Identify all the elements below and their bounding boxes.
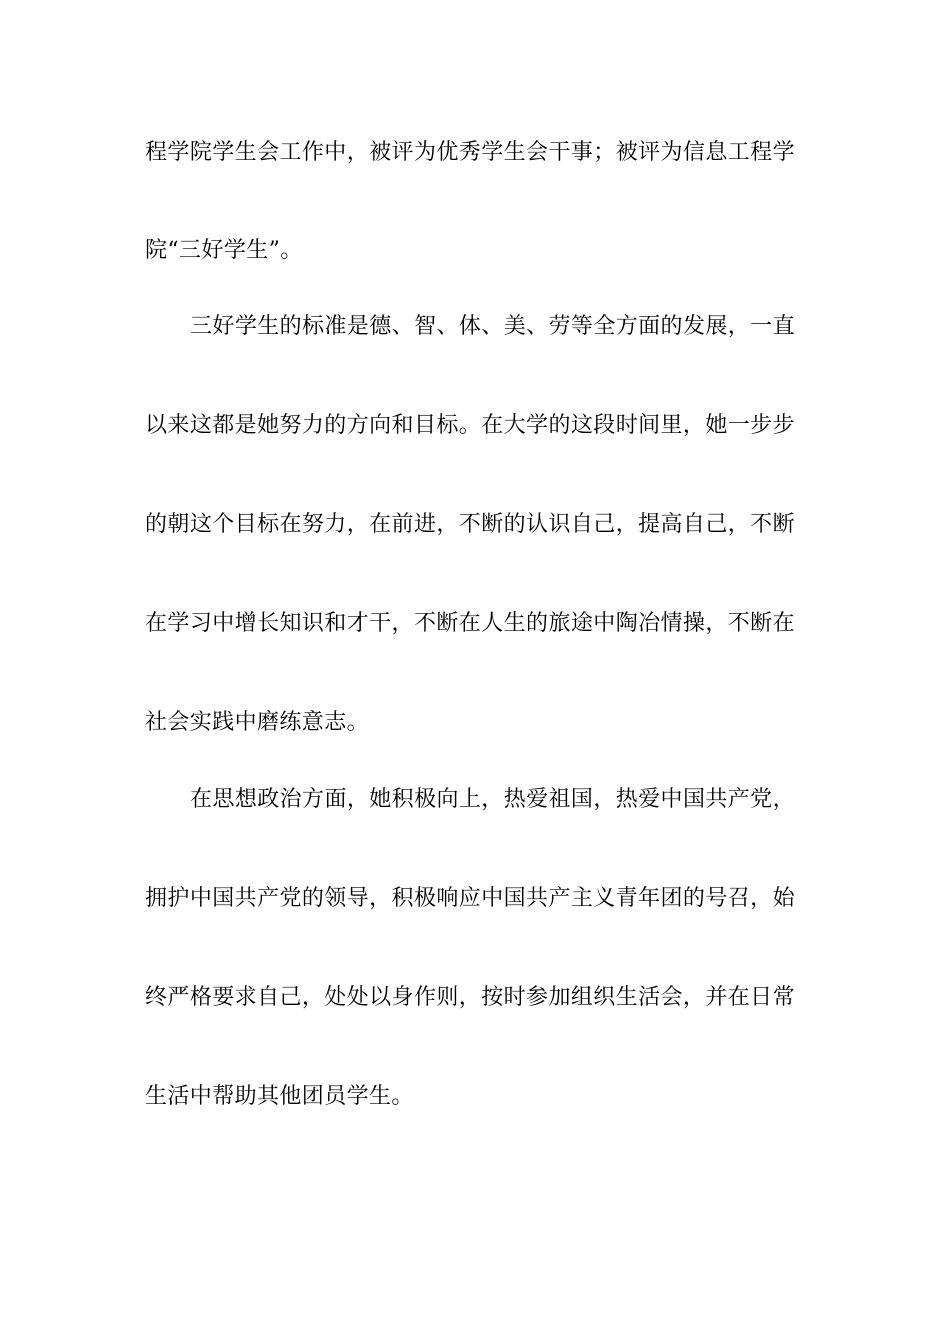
paragraph-2-line-4: 在学习中增长知识和才干，不断在人生的旅途中陶冶情操，不断在 [145,611,795,636]
paragraph-2-line-3: 的朝这个目标在努力，在前进，不断的认识自己，提高自己，不断 [145,512,795,537]
paragraph-3-line-3: 终严格要求自己，处处以身作则，按时参加组织生活会，并在日常 [145,985,795,1010]
paragraph-2-line-2: 以来这都是她努力的方向和目标。在大学的这段时间里，她一步步 [145,413,795,438]
paragraph-1-line-1: 程学院学生会工作中，被评为优秀学生会干事；被评为信息工程学 [145,140,795,165]
paragraph-3-line-2: 拥护中国共产党的领导，积极响应中国共产主义青年团的号召，始 [145,886,795,911]
paragraph-2-line-5: 社会实践中磨练意志。 [145,710,370,735]
paragraph-1-line-2: 院“三好学生”。 [145,238,303,263]
paragraph-3-line-1: 在思想政治方面，她积极向上，热爱祖国，热爱中国共产党， [190,787,795,812]
paragraph-2-line-1: 三好学生的标准是德、智、体、美、劳等全方面的发展，一直 [190,314,795,339]
paragraph-3-line-4: 生活中帮助其他团员学生。 [145,1084,414,1109]
